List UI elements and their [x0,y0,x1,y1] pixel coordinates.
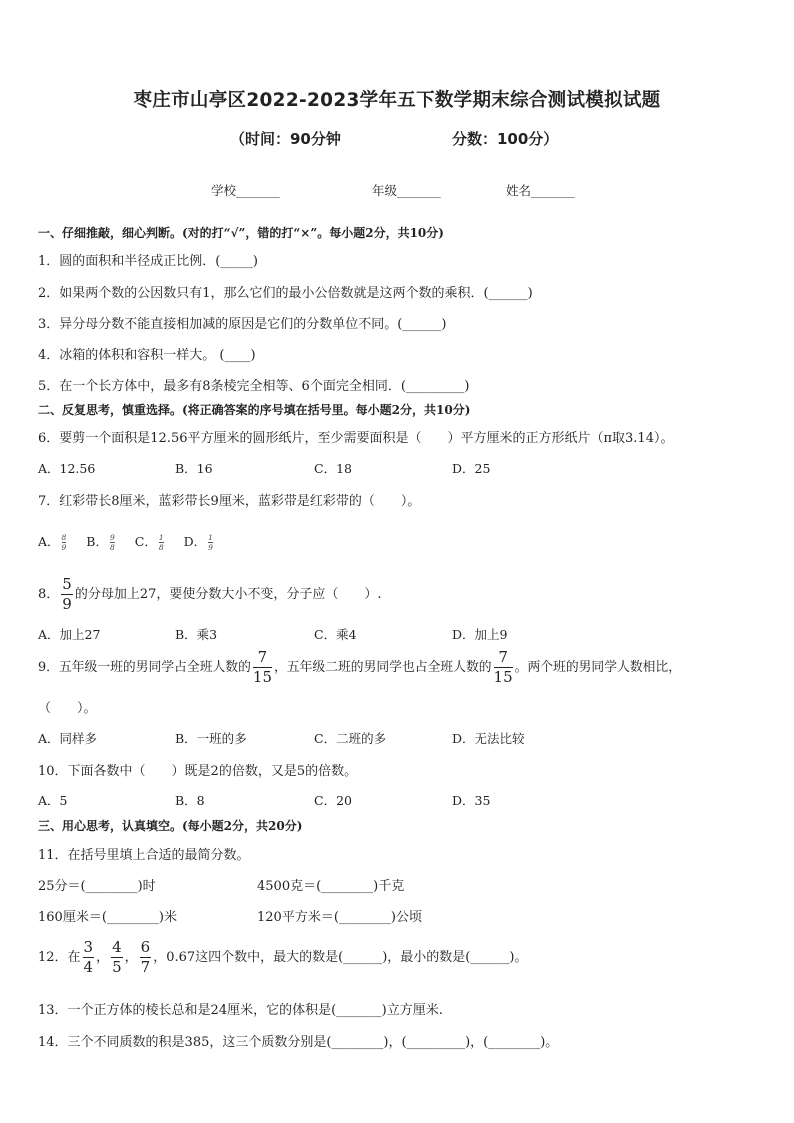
question-9: 9．五年级一班的男同学占全班人数的 $\frac{7}{15}$ ，五年级二班的男同学也占全班人数的 $\frac{7}{15}$ 。两个班的男同学人数相比， [38,648,681,686]
question-9-line-2: （ ）。 [38,701,97,716]
q6-option-d: D．25 [452,461,491,476]
exam-time: （时间：90分钟 [230,130,341,148]
q8-fraction: $\frac{5}{9}$ [62,575,72,613]
question-11: 11．在括号里填上合适的最简分数。 [38,848,250,863]
q12-fraction-1: $\frac{3}{4}$ [83,938,94,976]
q8-option-d: D．加上9 [452,627,508,642]
q7-option-d: D． $\frac{1}{9}$ [183,532,213,552]
question-14: 14．三个不同质数的积是385，这三个质数分别是(________)，(_________)，(________)。 [38,1035,559,1050]
question-2: 2．如果两个数的公因数只有1，那么它们的最小公倍数就是这两个数的乘积．(______) [38,286,533,301]
q7-option-b: B． $\frac{9}{8}$ [86,532,115,552]
question-13: 13．一个正方体的棱长总和是24厘米，它的体积是(_______)立方厘米. [38,1003,443,1018]
question-12: 12．在 $\frac{3}{4}$ ， $\frac{4}{5}$ ， $\frac{6}{7}$ ，0.67这四个数中，最大的数是(______)，最小的数是(______)。 [38,938,528,976]
q8-option-a: A．加上27 [38,627,101,642]
q10-option-a: A．5 [38,793,68,808]
q6-option-a: A．12.56 [38,461,96,476]
q6-option-b: B．16 [175,461,213,476]
exam-score: 分数：100分） [452,130,559,148]
q10-option-d: D．35 [452,793,491,808]
q11-row1-col1: 25分＝(________)时 [38,879,156,894]
question-6: 6．要剪一个面积是12.56平方厘米的圆形纸片，至少需要面积是（ ）平方厘米的正方形纸片（π取3.14）。 [38,431,674,446]
name-field: 姓名_______ [506,183,575,198]
question-3: 3．异分母分数不能直接相加减的原因是它们的分数单位不同。(______) [38,317,447,332]
question-4: 4．冰箱的体积和容积一样大。 (____) [38,348,256,363]
q6-option-c: C．18 [314,461,352,476]
section-3-heading: 三、用心思考，认真填空。(每小题2分，共20分) [38,819,303,833]
q11-row1-col2: 4500克＝(________)千克 [257,879,405,894]
section-2-heading: 二、反复思考，慎重选择。(将正确答案的序号填在括号里。每小题2分，共10分) [38,403,471,417]
section-1-heading: 一、仔细推敲，细心判断。(对的打“√”，错的打“×”。每小题2分，共10分) [38,226,444,240]
q8-option-c: C．乘4 [314,627,357,642]
question-7: 7．红彩带长8厘米，蓝彩带长9厘米，蓝彩带是红彩带的（ ）。 [38,494,421,509]
grade-field: 年级_______ [372,183,441,198]
exam-title: 枣庄市山亭区2022-2023学年五下数学期末综合测试模拟试题 [133,90,661,111]
q7-option-a: A． $\frac{8}{9}$ [38,532,67,552]
q11-row2-col1: 160厘米＝(________)米 [38,910,177,925]
q9-fraction-2: $\frac{7}{15}$ [493,648,513,686]
question-10: 10．下面各数中（ ）既是2的倍数，又是5的倍数。 [38,764,358,779]
q9-fraction-1: $\frac{7}{15}$ [252,648,272,686]
q10-option-c: C．20 [314,793,352,808]
q7-options [38,532,215,552]
q9-option-a: A．同样多 [38,731,98,746]
q9-option-d: D．无法比较 [452,731,525,746]
q7-option-c: C． $\frac{1}{8}$ [134,532,164,552]
question-1: 1．圆的面积和半径成正比例．(_____) [38,254,258,269]
question-5: 5．在一个长方体中，最多有8条棱完全相等、6个面完全相同．(_________) [38,379,470,394]
q10-option-b: B．8 [175,793,205,808]
q12-fraction-3: $\frac{6}{7}$ [140,938,151,976]
q12-fraction-2: $\frac{4}{5}$ [112,938,122,976]
q9-option-c: C．二班的多 [314,731,387,746]
school-field: 学校_______ [211,183,280,198]
q11-row2-col2: 120平方米＝(________)公顷 [257,910,422,925]
q8-option-b: B．乘3 [175,627,218,642]
q9-option-b: B．一班的多 [175,731,247,746]
question-8: 8． $\frac{5}{9}$ 的分母加上27，要使分数大小不变，分子应（ ）. [38,575,382,613]
